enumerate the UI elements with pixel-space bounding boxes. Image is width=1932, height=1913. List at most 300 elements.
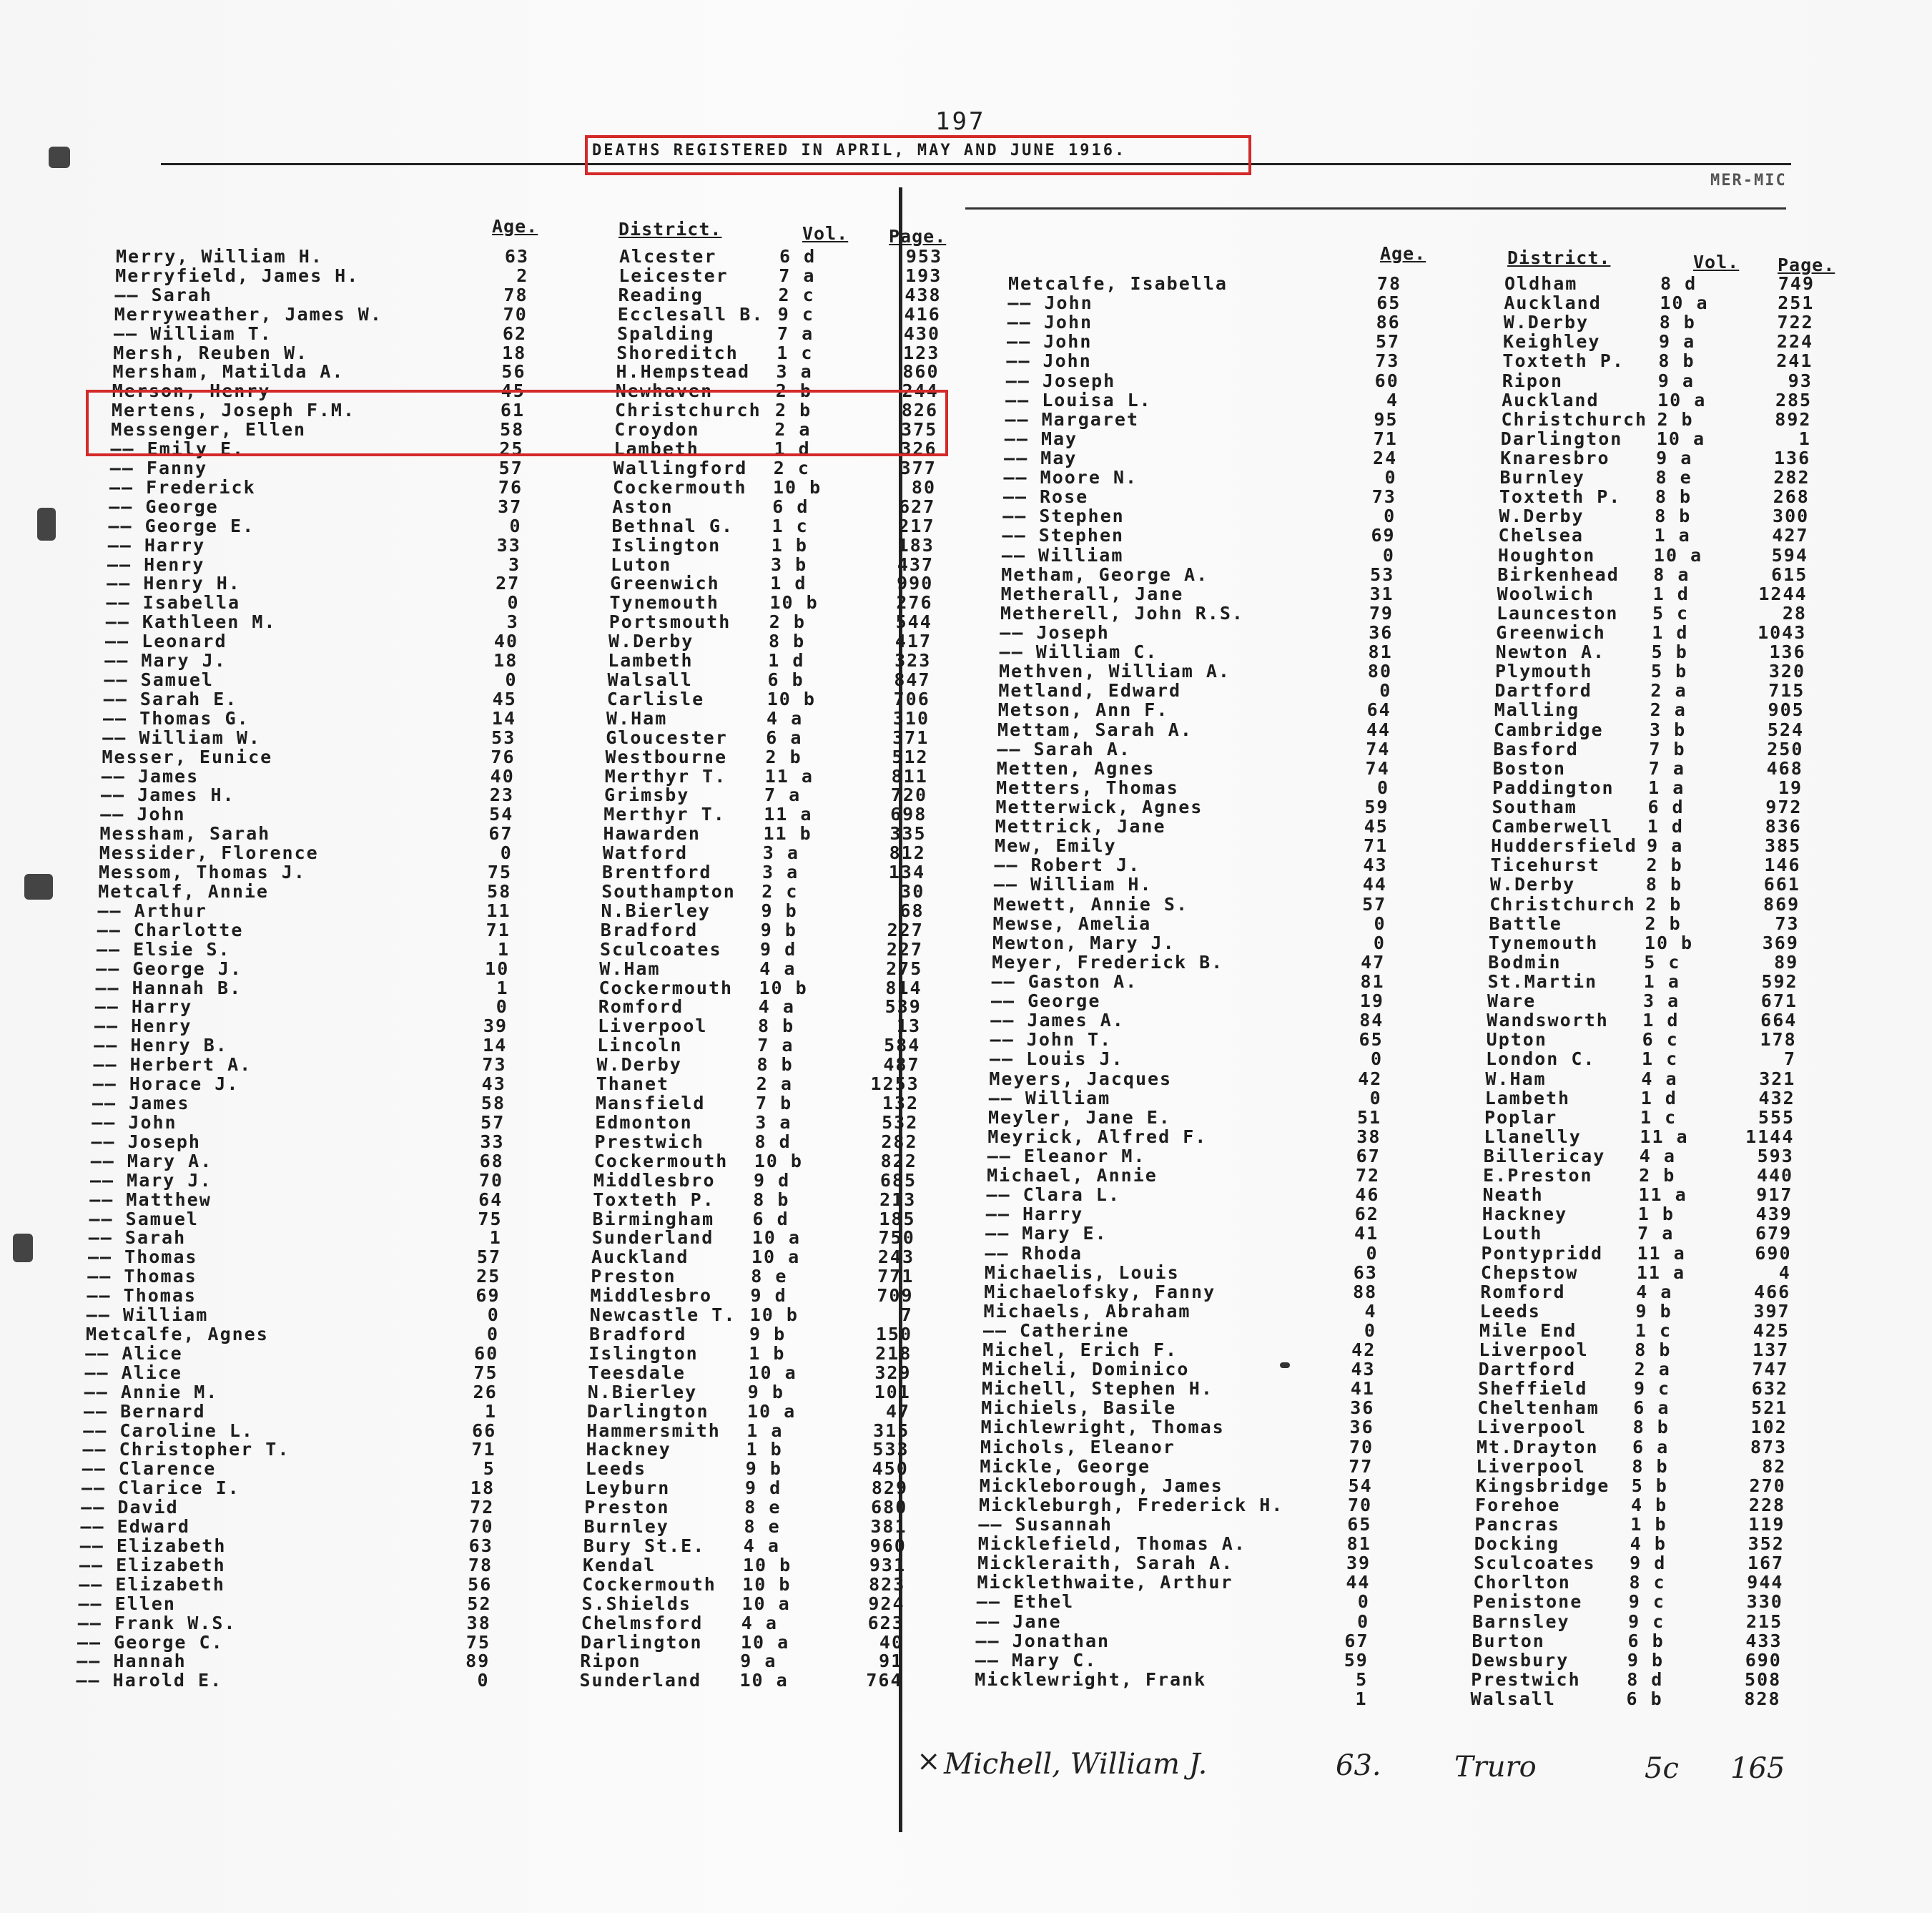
entry-name: —— Stephen bbox=[1002, 525, 1125, 546]
entry-volume: 3 b bbox=[1650, 719, 1687, 740]
entry-page: 715 bbox=[1768, 680, 1805, 702]
entry-page: 466 bbox=[1754, 1281, 1791, 1302]
entry-age: 76 bbox=[498, 476, 523, 498]
entry-age: 58 bbox=[487, 881, 512, 903]
entry-district: H.Hempstead bbox=[616, 361, 751, 383]
entry-volume: 10 a bbox=[751, 1246, 801, 1268]
entry-age: 58 bbox=[500, 419, 525, 441]
entry-page: 82 bbox=[1762, 1455, 1787, 1477]
entry-name: —— Edward bbox=[80, 1516, 190, 1538]
handwritten-district: Truro bbox=[1454, 1751, 1537, 1784]
entry-name: —— Elizabeth bbox=[79, 1554, 226, 1575]
entry-volume: 8 b bbox=[756, 1054, 794, 1076]
entry-age: 63 bbox=[468, 1535, 493, 1556]
entry-volume: 3 a bbox=[776, 361, 813, 383]
entry-volume: 11 a bbox=[1640, 1126, 1689, 1147]
entry-page: 722 bbox=[1777, 312, 1814, 333]
entry-district: Newcastle T. bbox=[589, 1304, 736, 1326]
entry-volume: 10 b bbox=[749, 1304, 799, 1326]
entry-name: —— Jane bbox=[976, 1610, 1062, 1632]
entry-page: 178 bbox=[1760, 1029, 1797, 1051]
entry-name: —— Susannah bbox=[978, 1514, 1113, 1535]
entry-name: —— Samuel bbox=[89, 1208, 199, 1229]
entry-age: 19 bbox=[1359, 990, 1384, 1012]
entry-district: Ware bbox=[1487, 990, 1537, 1012]
entry-district: Brentford bbox=[602, 862, 712, 883]
entry-page: 544 bbox=[895, 611, 932, 633]
entry-name: —— Thomas bbox=[87, 1285, 197, 1307]
entry-name: —— George bbox=[109, 496, 219, 517]
entry-district: Neath bbox=[1482, 1184, 1544, 1206]
entry-district: Hackney bbox=[586, 1439, 671, 1460]
entry-age: 0 bbox=[1357, 1591, 1370, 1613]
entry-page: 944 bbox=[1747, 1572, 1784, 1593]
entry-district: Tynemouth bbox=[1488, 932, 1599, 953]
entry-volume: 1 b bbox=[749, 1342, 786, 1364]
entry-page: 437 bbox=[897, 554, 934, 575]
entry-page: 68 bbox=[900, 900, 925, 921]
entry-name: Messider, Florence bbox=[99, 842, 319, 864]
entry-name: —— John bbox=[1007, 312, 1093, 333]
entry-volume: 6 d bbox=[1647, 796, 1685, 817]
entry-name: —— Rhoda bbox=[985, 1242, 1083, 1264]
entry-age: 33 bbox=[480, 1131, 505, 1152]
entry-name: —— William H. bbox=[993, 874, 1153, 895]
entry-district: Sculcoates bbox=[600, 938, 722, 960]
handwritten-age: 63. bbox=[1336, 1749, 1381, 1782]
entry-name: —— Mary E. bbox=[985, 1223, 1108, 1244]
entry-volume: 2 a bbox=[1634, 1359, 1671, 1380]
entry-volume: 10 a bbox=[741, 1631, 790, 1653]
entry-age: 88 bbox=[1353, 1281, 1378, 1302]
entry-volume: 9 a bbox=[1659, 331, 1696, 353]
entry-page: 873 bbox=[1750, 1436, 1787, 1457]
entry-district: Portsmouth bbox=[608, 611, 731, 633]
entry-volume: 1 b bbox=[1630, 1514, 1667, 1535]
entry-age: 81 bbox=[1360, 970, 1385, 992]
entry-page: 321 bbox=[1759, 1068, 1796, 1089]
entry-page: 330 bbox=[1746, 1591, 1783, 1613]
entry-age: 75 bbox=[465, 1631, 491, 1653]
entry-district: Chepstow bbox=[1480, 1262, 1579, 1283]
entry-age: 70 bbox=[478, 1169, 503, 1191]
entry-page: 91 bbox=[879, 1651, 904, 1672]
entry-district: Christchurch bbox=[1489, 893, 1636, 915]
entry-volume: 9 c bbox=[1628, 1591, 1665, 1613]
entry-name: —— Stephen bbox=[1002, 506, 1125, 527]
entry-page: 690 bbox=[1745, 1649, 1782, 1671]
entry-age: 57 bbox=[498, 458, 523, 478]
entry-age: 1 bbox=[484, 1400, 497, 1422]
entry-page: 532 bbox=[882, 1111, 919, 1133]
entry-district: Toxteth P. bbox=[593, 1189, 715, 1210]
entry-district: S.Shields bbox=[581, 1593, 691, 1614]
entry-page: 243 bbox=[877, 1246, 915, 1268]
entry-page: 836 bbox=[1765, 816, 1802, 837]
entry-age: 45 bbox=[492, 688, 517, 709]
left-header-age: Age. bbox=[492, 216, 538, 237]
entry-name: Michaels, Abraham bbox=[983, 1300, 1191, 1322]
entry-name: Mertens, Joseph F.M. bbox=[112, 400, 356, 421]
binder-hole bbox=[49, 147, 70, 168]
entry-age: 41 bbox=[1350, 1378, 1375, 1400]
entry-district: Ecclesall B. bbox=[617, 303, 764, 325]
entry-district: Lambeth bbox=[613, 438, 699, 460]
entry-district: Houghton bbox=[1497, 544, 1596, 566]
entry-age: 70 bbox=[1349, 1436, 1374, 1457]
entry-volume: 4 a bbox=[743, 1535, 780, 1556]
entry-age: 1 bbox=[489, 1227, 502, 1249]
entry-volume: 10 b bbox=[769, 592, 819, 614]
entry-district: Cockermouth bbox=[598, 977, 734, 998]
entry-age: 43 bbox=[1363, 855, 1388, 876]
entry-page: 136 bbox=[1773, 447, 1811, 468]
entry-age: 76 bbox=[491, 746, 516, 767]
entry-page: 101 bbox=[874, 1381, 911, 1402]
entry-volume: 10 a bbox=[741, 1593, 791, 1614]
entry-district: Upton bbox=[1486, 1029, 1547, 1051]
entry-name: —— Mary A. bbox=[90, 1150, 213, 1171]
entry-district: Ripon bbox=[580, 1651, 641, 1672]
entry-volume: 2 a bbox=[1650, 680, 1687, 702]
entry-name: —— Alice bbox=[85, 1342, 183, 1364]
entry-age: 65 bbox=[1347, 1514, 1372, 1535]
entry-page: 150 bbox=[875, 1323, 912, 1344]
entry-name: —— Harry bbox=[985, 1204, 1084, 1225]
entry-volume: 8 b bbox=[758, 1015, 795, 1037]
entry-name: —— Elizabeth bbox=[79, 1535, 227, 1556]
entry-volume: 2 c bbox=[773, 458, 810, 478]
entry-name: —— Sarah bbox=[88, 1227, 187, 1249]
entry-name: —— Frank W.S. bbox=[77, 1612, 237, 1633]
entry-district: Plymouth bbox=[1495, 661, 1593, 682]
entry-page: 425 bbox=[1753, 1319, 1790, 1341]
entry-age: 67 bbox=[488, 823, 513, 845]
entry-age: 70 bbox=[503, 303, 528, 325]
entry-page: 136 bbox=[1769, 641, 1806, 663]
entry-name: —— Leonard bbox=[105, 631, 227, 652]
entry-volume: 10 a bbox=[1657, 389, 1707, 410]
entry-name: —— Moore N. bbox=[1003, 467, 1138, 488]
entry-district: Huddersfield bbox=[1491, 835, 1637, 857]
entry-page: 352 bbox=[1748, 1533, 1785, 1555]
entry-district: Leyburn bbox=[585, 1477, 671, 1499]
entry-age: 58 bbox=[480, 1093, 506, 1114]
entry-age: 95 bbox=[1374, 408, 1399, 430]
entry-name: —— Mary C. bbox=[975, 1649, 1098, 1671]
entry-volume: 6 a bbox=[766, 727, 803, 748]
entry-district: Launceston bbox=[1496, 602, 1619, 624]
entry-name: —— John bbox=[1007, 331, 1093, 353]
entry-page: 385 bbox=[1764, 835, 1802, 857]
entry-age: 75 bbox=[473, 1362, 498, 1383]
entry-page: 227 bbox=[886, 938, 923, 960]
entry-age: 89 bbox=[465, 1651, 491, 1672]
entry-name: Messham, Sarah bbox=[99, 823, 271, 845]
entry-name: —— Joseph bbox=[1005, 370, 1116, 391]
entry-volume: 4 a bbox=[1641, 1068, 1678, 1089]
index-reference: MER-MIC bbox=[1710, 172, 1787, 190]
entry-district: Middlesbro bbox=[593, 1169, 716, 1191]
entry-page: 227 bbox=[887, 919, 924, 940]
entry-volume: 1 b bbox=[746, 1439, 783, 1460]
entry-age: 38 bbox=[466, 1612, 491, 1633]
entry-name: Messer, Eunice bbox=[102, 746, 273, 767]
entry-age: 0 bbox=[1384, 506, 1396, 527]
entry-volume: 9 b bbox=[761, 900, 798, 921]
entry-volume: 5 c bbox=[1644, 951, 1681, 973]
entry-name: —— Matthew bbox=[89, 1189, 212, 1210]
entry-volume: 9 b bbox=[1627, 1649, 1664, 1671]
entry-age: 78 bbox=[468, 1554, 493, 1575]
entry-age: 0 bbox=[1379, 680, 1392, 702]
entry-name: —— George C. bbox=[77, 1631, 224, 1653]
entry-name: —— Herbert A. bbox=[93, 1054, 252, 1076]
entry-volume: 9 c bbox=[1633, 1378, 1671, 1400]
entry-page: 822 bbox=[880, 1150, 917, 1171]
entry-volume: 10 a bbox=[751, 1227, 801, 1249]
entry-highlight-box bbox=[86, 390, 948, 456]
entry-name: Messenger, Ellen bbox=[111, 419, 307, 441]
entry-volume: 2 b bbox=[1645, 893, 1682, 915]
entry-age: 0 bbox=[1373, 932, 1386, 953]
entry-page: 953 bbox=[905, 246, 942, 267]
entry-volume: 6 a bbox=[1632, 1436, 1670, 1457]
entry-volume: 1 d bbox=[774, 438, 811, 460]
entry-age: 69 bbox=[1371, 525, 1396, 546]
entry-name: Methven, William A. bbox=[999, 661, 1231, 682]
entry-age: 0 bbox=[1374, 913, 1386, 934]
entry-name: —— Thomas G. bbox=[103, 707, 250, 729]
entry-age: 5 bbox=[483, 1458, 496, 1480]
entry-district: Camberwell bbox=[1491, 816, 1614, 837]
entry-name: —— James bbox=[101, 765, 199, 787]
entry-name: —— Margaret bbox=[1005, 408, 1140, 430]
entry-volume: 8 b bbox=[1645, 874, 1682, 895]
entry-age: 72 bbox=[470, 1497, 495, 1518]
entry-volume: 5 c bbox=[1652, 602, 1690, 624]
entry-district: Cockermouth bbox=[593, 1150, 729, 1171]
entry-page: 764 bbox=[866, 1670, 903, 1691]
entry-age: 0 bbox=[1357, 1610, 1370, 1632]
entry-volume: 10 b bbox=[767, 688, 816, 709]
entry-page: 828 bbox=[1744, 1688, 1781, 1710]
entry-district: Prestwich bbox=[594, 1131, 704, 1152]
entry-age: 56 bbox=[501, 361, 526, 383]
entry-volume: 1 d bbox=[1652, 583, 1690, 604]
handwritten-page: 165 bbox=[1730, 1752, 1785, 1785]
entry-page: 1253 bbox=[870, 1073, 920, 1095]
entry-name: Mersh, Reuben W. bbox=[113, 342, 309, 363]
entry-district: Bodmin bbox=[1488, 951, 1562, 973]
entry-volume: 8 e bbox=[744, 1516, 781, 1538]
entry-volume: 6 d bbox=[779, 246, 817, 267]
entry-name: —— Harry bbox=[94, 996, 193, 1018]
entry-name: Michaelofsky, Fanny bbox=[984, 1281, 1216, 1302]
entry-district: Mt.Drayton bbox=[1477, 1436, 1599, 1457]
entry-volume: 4 b bbox=[1630, 1533, 1667, 1555]
entry-volume: 2 b bbox=[769, 611, 806, 633]
entry-age: 70 bbox=[469, 1516, 494, 1538]
entry-page: 869 bbox=[1763, 893, 1800, 915]
entry-volume: 10 b bbox=[743, 1554, 792, 1575]
entry-age: 64 bbox=[478, 1189, 503, 1210]
entry-district: Cockermouth bbox=[582, 1573, 716, 1595]
entry-name: —— Clarice I. bbox=[82, 1477, 240, 1499]
entry-name: Merryfield, James H. bbox=[115, 265, 360, 286]
entry-page: 747 bbox=[1752, 1359, 1789, 1380]
entry-name: —— May bbox=[1004, 428, 1078, 449]
entry-name: —— James A. bbox=[990, 1010, 1125, 1031]
entry-district: Lambeth bbox=[608, 650, 694, 672]
entry-name: Merson, Henry bbox=[112, 380, 271, 402]
binder-hole bbox=[13, 1234, 33, 1262]
entry-district: Woolwich bbox=[1497, 583, 1595, 604]
entry-age: 47 bbox=[1361, 951, 1386, 973]
entry-page: 213 bbox=[879, 1189, 917, 1210]
entry-district: Ripon bbox=[1502, 370, 1564, 391]
entry-age: 11 bbox=[486, 900, 511, 921]
entry-age: 84 bbox=[1359, 1010, 1384, 1031]
entry-volume: 9 a bbox=[1647, 835, 1684, 857]
entry-district: Auckland bbox=[591, 1246, 689, 1268]
entry-age: 67 bbox=[1344, 1630, 1369, 1651]
entry-district: London C. bbox=[1486, 1048, 1596, 1070]
entry-district: Battle bbox=[1489, 913, 1562, 934]
entry-page: 119 bbox=[1748, 1514, 1785, 1535]
entry-page: 685 bbox=[879, 1169, 917, 1191]
entry-district: Islington bbox=[611, 534, 721, 556]
entry-page: 812 bbox=[889, 842, 926, 864]
entry-district: Dewsbury bbox=[1471, 1649, 1569, 1671]
entry-page: 167 bbox=[1747, 1553, 1785, 1574]
entry-page: 369 bbox=[1762, 932, 1799, 953]
entry-district: E.Preston bbox=[1483, 1165, 1593, 1186]
entry-district: Grimsby bbox=[604, 785, 690, 806]
entry-volume: 10 a bbox=[747, 1400, 797, 1422]
entry-age: 3 bbox=[508, 554, 521, 575]
entry-district: Sheffield bbox=[1477, 1378, 1588, 1400]
entry-page: 521 bbox=[1751, 1397, 1788, 1419]
entry-page: 615 bbox=[1771, 564, 1808, 585]
entry-page: 771 bbox=[877, 1266, 915, 1287]
entry-volume: 1 b bbox=[771, 534, 808, 556]
entry-volume: 1 d bbox=[1642, 1010, 1680, 1031]
entry-page: 594 bbox=[1771, 544, 1808, 566]
entry-name: —— Bernard bbox=[84, 1400, 206, 1422]
entry-page: 623 bbox=[867, 1612, 905, 1633]
entry-page: 228 bbox=[1748, 1494, 1786, 1515]
entry-volume: 9 c bbox=[1628, 1610, 1665, 1632]
entry-district: Bury St.E. bbox=[583, 1535, 706, 1556]
entry-district: Bradford bbox=[589, 1323, 687, 1344]
entry-age: 0 bbox=[486, 1323, 499, 1344]
entry-age: 0 bbox=[496, 996, 508, 1018]
entry-name: Michell, Stephen H. bbox=[981, 1378, 1213, 1400]
left-header-district: District. bbox=[618, 219, 722, 240]
entry-name: —— William C. bbox=[999, 641, 1158, 663]
entry-name: Merryweather, James W. bbox=[114, 303, 383, 325]
entry-page: 19 bbox=[1778, 777, 1803, 798]
entry-volume: 7 a bbox=[777, 323, 814, 344]
entry-volume: 8 b bbox=[1655, 506, 1692, 527]
entry-district: Birmingham bbox=[592, 1208, 715, 1229]
entry-age: 68 bbox=[479, 1150, 504, 1171]
entry-district: Hackney bbox=[1482, 1204, 1568, 1225]
entry-age: 26 bbox=[473, 1381, 498, 1402]
entry-district: Sculcoates bbox=[1474, 1553, 1596, 1574]
entry-district: Basford bbox=[1493, 738, 1579, 759]
entry-volume: 4 a bbox=[741, 1612, 778, 1633]
entry-name: —— William bbox=[86, 1304, 209, 1326]
entry-page: 244 bbox=[902, 380, 939, 402]
entry-age: 0 bbox=[477, 1670, 490, 1691]
entry-age: 81 bbox=[1346, 1533, 1371, 1555]
entry-volume: 2 b bbox=[775, 400, 812, 421]
entry-volume: 9 b bbox=[749, 1323, 787, 1344]
entry-district: Reading bbox=[618, 284, 704, 305]
entry-age: 59 bbox=[1344, 1649, 1369, 1671]
entry-name: —— William bbox=[1001, 544, 1124, 566]
entry-page: 433 bbox=[1745, 1630, 1783, 1651]
entry-district: Middlesbro bbox=[590, 1285, 713, 1307]
entry-age: 62 bbox=[1354, 1204, 1379, 1225]
entry-age: 37 bbox=[498, 496, 523, 517]
entry-page: 276 bbox=[896, 592, 933, 614]
handwritten-mark: × bbox=[917, 1745, 941, 1778]
entry-name: —— Gaston A. bbox=[991, 970, 1138, 992]
entry-volume: 11 a bbox=[1638, 1184, 1687, 1206]
entry-name: —— Sarah E. bbox=[103, 688, 238, 709]
entry-name: —— Henry H. bbox=[107, 573, 241, 594]
entry-age: 36 bbox=[1350, 1397, 1375, 1419]
entry-page: 814 bbox=[885, 977, 922, 998]
entry-page: 432 bbox=[1758, 1087, 1795, 1108]
entry-age: 0 bbox=[1384, 467, 1397, 488]
entry-name: —— Henry bbox=[107, 554, 205, 575]
entry-district: Romford bbox=[1480, 1281, 1566, 1302]
entry-age: 75 bbox=[487, 862, 512, 883]
entry-name: Mickleburgh, Frederick H. bbox=[979, 1494, 1284, 1515]
entry-volume: 10 b bbox=[773, 476, 822, 498]
entry-volume: 3 b bbox=[771, 554, 808, 575]
entry-name: —— Caroline L. bbox=[83, 1420, 254, 1441]
entry-page: 661 bbox=[1763, 874, 1800, 895]
entry-district: Leeds bbox=[585, 1458, 647, 1480]
entry-page: 508 bbox=[1745, 1668, 1782, 1690]
entry-district: Newton A. bbox=[1495, 641, 1606, 663]
entry-district: Wandsworth bbox=[1487, 1010, 1609, 1031]
entry-name: —— Robert J. bbox=[994, 855, 1141, 876]
entry-name: —— Horace J. bbox=[92, 1073, 240, 1095]
entry-district: Southampton bbox=[601, 881, 736, 903]
entry-age: 23 bbox=[489, 785, 514, 806]
entry-volume: 2 c bbox=[778, 284, 815, 305]
entry-district: Mansfield bbox=[596, 1093, 706, 1114]
entry-page: 427 bbox=[1772, 525, 1809, 546]
entry-age: 0 bbox=[507, 592, 520, 614]
handwritten-name: Michell, William J. bbox=[944, 1748, 1208, 1781]
entry-district: Tynemouth bbox=[609, 592, 719, 614]
entry-district: Bethnal G. bbox=[611, 515, 734, 536]
entry-district: Louth bbox=[1482, 1223, 1543, 1244]
entry-district: Shoreditch bbox=[616, 342, 739, 363]
entry-age: 41 bbox=[1354, 1223, 1379, 1244]
entry-age: 25 bbox=[476, 1266, 501, 1287]
entry-age: 64 bbox=[1366, 699, 1391, 721]
entry-volume: 5 b bbox=[1651, 661, 1688, 682]
entry-district: Cambridge bbox=[1494, 719, 1604, 740]
